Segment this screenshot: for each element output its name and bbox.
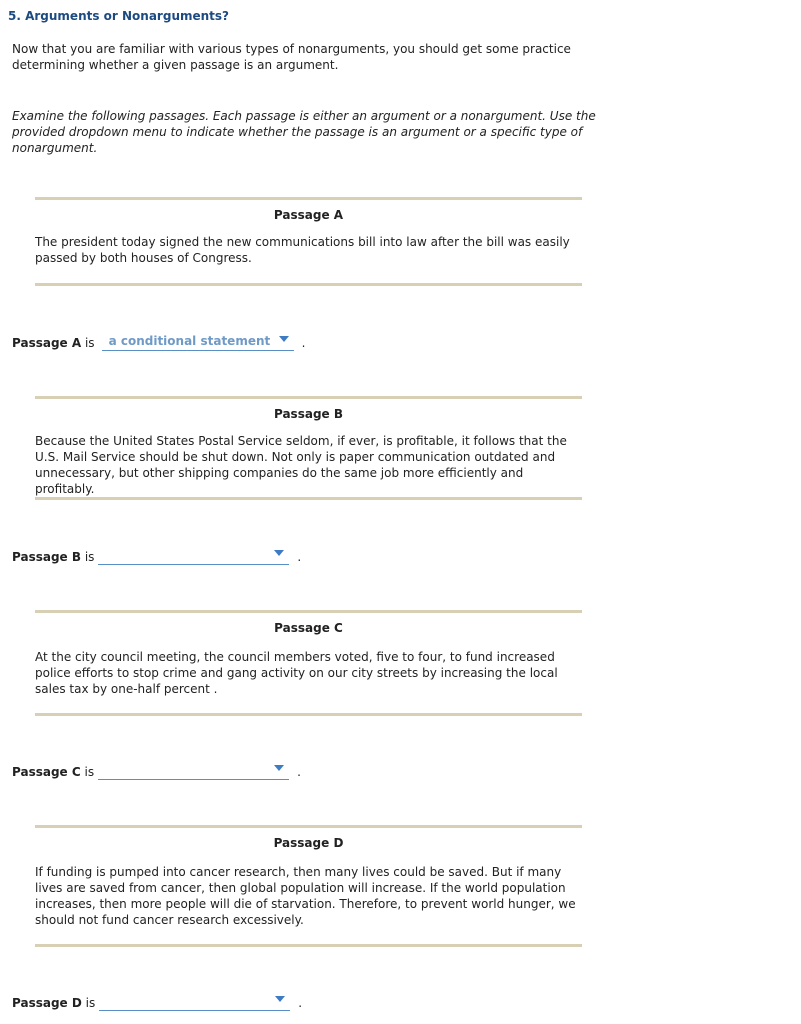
passage-c-period: . [297,765,301,779]
passage-a-answer-label-rest: is [81,336,95,350]
passage-b-box [35,396,582,500]
passage-c-box [35,610,582,716]
chevron-down-icon [275,996,285,1002]
passage-d-answer-label-rest: is [81,996,96,1010]
passage-a-title: Passage A [273,208,344,222]
passage-a-answer-row [12,331,305,351]
passage-c-answer-label-rest: is [80,765,95,779]
chevron-down-icon [279,336,289,342]
passage-a-box [35,197,582,286]
passage-a-text: The president today signed the new communications bill into law after the bill was easily passed by both houses of Congress. [35,235,570,265]
passage-c-answer-label-bold: Passage C [12,765,81,779]
passage-a-dropdown[interactable] [102,333,294,351]
passage-b-answer-label [12,549,94,565]
passage-c-dropdown[interactable] [98,762,289,780]
passage-d-answer-label [12,995,95,1011]
passage-c-answer-row [12,760,301,780]
passage-d-text: If funding is pumped into cancer research, then many lives could be saved. But if many lives are saved from cancer, then global population will increase. If the world population increases, then more people will die of starvation. Therefore, to prevent world hunger, we should not fund cancer research excessively. [35,865,576,927]
passage-d-period: . [298,996,303,1010]
passage-a-selected-value: a conditional statement [108,334,271,348]
passage-d-dropdown[interactable] [99,993,290,1011]
passage-b-text: Because the United States Postal Service seldom, if ever, is profitable, it follows that the U.S. Mail Service should be shut down. Not only is paper communication outdated and unnecessary, but other shipping companies do the same job more efficiently and profitably. [35,434,567,496]
chevron-down-icon [274,765,284,771]
question-title: 5. Arguments or Nonarguments? [8,9,230,23]
instructions-text: Examine the following passages. Each passage is either an argument or a nonargument. Use the provided dropdown menu to indicate whether the passage is an argument or a specific type of nonargument. [12,109,596,155]
passage-d-title: Passage D [273,836,344,850]
passage-c-answer-label [12,764,94,780]
passage-a-answer-label-bold: Passage A [12,336,82,350]
intro-text: Now that you are familiar with various types of nonarguments, you should get some practice determining whether a given passage is an argument. [12,42,571,72]
passage-c-title: Passage C [274,621,343,635]
passage-b-answer-label-bold: Passage B [12,550,82,564]
passage-d-box [35,825,582,947]
passage-d-answer-label-bold: Passage D [12,996,82,1010]
chevron-down-icon [274,550,284,556]
passage-c-text: At the city council meeting, the council members voted, five to four, to fund increased police efforts to stop crime and gang activity on our city streets by increasing the local sales tax by one-half percent . [35,650,558,696]
passage-a-answer-label [12,335,95,351]
passage-b-period: . [297,550,302,564]
passage-b-answer-label-rest: is [81,550,95,564]
passage-a-period: . [301,336,306,350]
passage-b-answer-row [12,545,301,565]
passage-d-answer-row [12,991,302,1011]
passage-b-title: Passage B [273,407,343,421]
passage-b-dropdown[interactable] [98,547,289,565]
